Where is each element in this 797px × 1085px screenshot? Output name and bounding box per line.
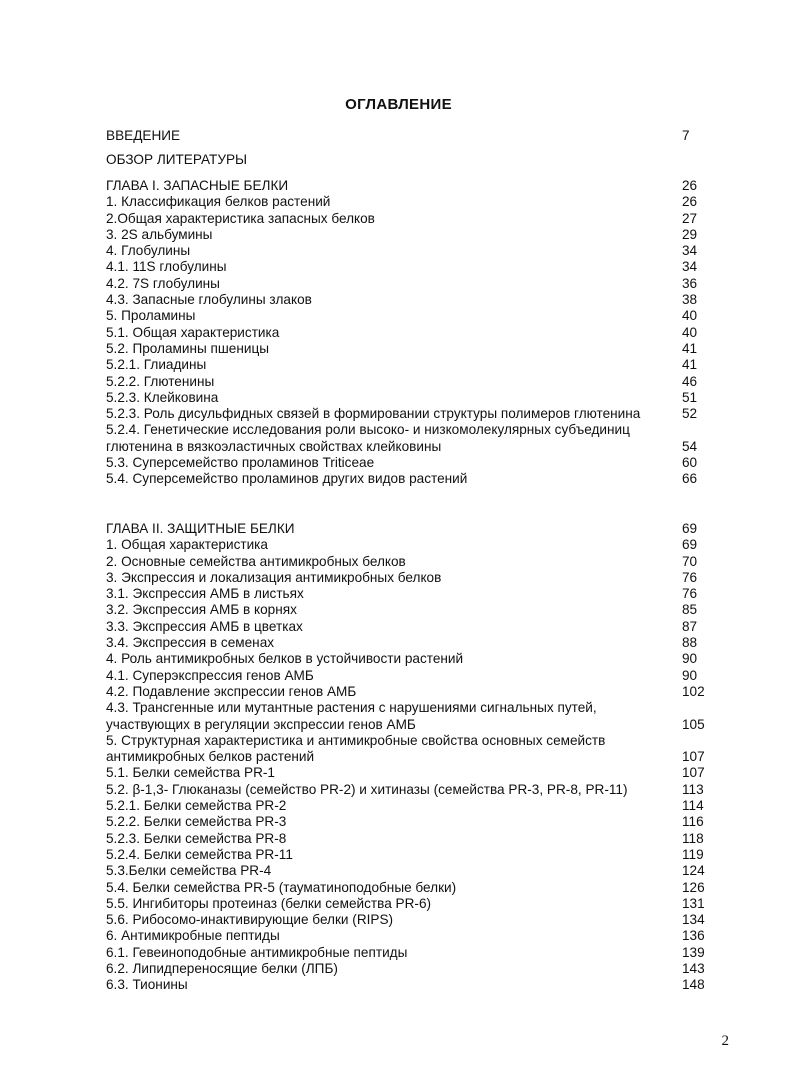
toc-entry-title: ГЛАВА II. ЗАЩИТНЫЕ БЕЛКИ [106,521,295,536]
toc-entry-page: 114 [682,798,704,814]
toc-entry-title: 6.2. Липидпереносящие белки (ЛПБ) [106,961,338,977]
toc-entry-page: 36 [682,275,698,291]
toc-entry-title: 5.4. Суперсемейство проламинов других видов растений [106,471,468,487]
toc-chapter-2 [106,521,710,994]
toc-entry-page: 27 [682,210,698,226]
toc-entry-page: 60 [682,455,698,471]
toc-entry-page: 38 [682,292,698,308]
toc-entry [106,357,710,373]
toc-entry [106,733,710,766]
toc-entry-page: 87 [682,618,698,634]
toc-entry-title: 5.2.1. Глиадины [106,357,207,373]
toc-entry [106,128,710,144]
toc-entry-title: 4.1. Суперэкспрессия генов АМБ [106,667,314,683]
toc-entry-page: 69 [682,537,698,553]
toc-entry [106,521,710,537]
toc-entry-title: 4.2. 7S глобулины [106,275,220,291]
toc-entry [106,570,710,586]
toc-entry-page: 119 [682,846,704,862]
toc-entry-title: 5. Структурная характеристика и антимикробные свойства основных семейств антимикробных белков растений [106,732,606,765]
toc-entry-title: 3.4. Экспрессия в семенах [106,635,275,651]
toc-entry [106,863,710,879]
toc-entry-title: 1. Классификация белков растений [106,194,331,210]
toc-entry-page: 90 [682,651,698,667]
toc-entry-page: 34 [682,243,698,259]
toc-entry [106,651,710,667]
toc-entry-page: 40 [682,308,698,324]
toc-entry [106,194,710,210]
toc-entry [106,374,710,390]
toc-entry-title: 3.2. Экспрессия АМБ в корнях [106,602,297,618]
toc-entry-title: 3. 2S альбумины [106,226,213,242]
toc-entry-title: ОБЗОР ЛИТЕРАТУРЫ [106,152,248,168]
toc-entry-title: 4. Роль антимикробных белков в устойчивости растений [106,651,464,667]
toc-entry-page: 136 [682,928,705,944]
toc-entry-page: 116 [682,814,704,830]
toc-entry-page: 134 [682,912,705,928]
toc-entry-page: 148 [682,977,705,993]
toc-entry [106,880,710,896]
toc-entry-title: 5.5. Ингибиторы протеиназ (белки семейства PR-6) [106,895,432,911]
toc-entry-title: ВВЕДЕНИЕ [106,128,181,143]
toc-entry-title: 5.2.3. Роль дисульфидных связей в формировании структуры полимеров глютенина [106,406,641,422]
toc-entry [106,602,710,618]
toc-entry-title: 5.2.4. Генетические исследования роли высоко- и низкомолекулярных субъединиц глютенина в вязкоэластичных свойствах клейковины [106,422,630,454]
toc-entry [106,227,710,243]
toc-entry-page: 34 [682,259,698,275]
toc-entry-title: 5.2. β-1,3- Глюканазы (семейство PR-2) и хитиназы (семейства PR-3, PR-8, PR-11) [106,781,628,797]
toc-chapter-1 [106,178,710,488]
toc-entry-title: 5.2.1. Белки семейства PR-2 [106,798,287,814]
toc-entry [106,961,710,977]
toc-entry-title: 5.6. Рибосомо-инактивирующие белки (RIPS) [106,912,394,928]
toc-entry-title: 5.2.3. Клейковина [106,389,219,405]
toc-entry-page: 118 [682,830,704,846]
toc-entry [106,276,710,292]
toc-entry [106,341,710,357]
toc-entry [106,455,710,471]
toc-entry [106,178,710,194]
toc-entry-title: 5.4. Белки семейства PR-5 (тауматиноподобные белки) [106,879,457,895]
toc-entry-title: 5.3. Суперсемейство проламинов Triticeae [106,455,375,471]
toc-entry [106,912,710,928]
toc-entry-title: 1. Общая характеристика [106,537,268,553]
toc-entry-page: 51 [682,389,698,405]
toc-entry-title: 6. Антимикробные пептиды [106,928,280,944]
toc-entry-title: 6.1. Гевеиноподобные антимикробные пептиды [106,944,408,960]
toc-entry-page: 107 [682,749,705,765]
page-title: ОГЛАВЛЕНИЕ [345,96,452,113]
toc-entry [106,814,710,830]
toc-entry-title: 3.1. Экспрессия АМБ в листьях [106,586,304,602]
toc-entry [106,619,710,635]
toc-entry [106,782,710,798]
toc-entry-page: 66 [682,471,698,487]
toc-entry-title: 4.1. 11S глобулины [106,259,227,275]
toc-entry-page: 107 [682,765,705,781]
toc-entry-title: 5.3.Белки семейства PR-4 [106,863,272,879]
toc-entry-page: 85 [682,602,698,618]
toc-entry [106,537,710,553]
toc-entry-title: 5.2. Проламины пшеницы [106,340,270,356]
toc-entry [106,406,710,422]
toc-entry-title: 2.Общая характеристика запасных белков [106,210,375,226]
toc-entry [106,471,710,487]
toc-entry-page: 76 [682,586,698,602]
toc-entry [106,977,710,993]
toc-entry-page: 29 [682,226,698,242]
toc-entry-page: 69 [682,521,698,536]
toc-entry [106,765,710,781]
toc-entry-page: 7 [682,128,690,143]
toc-entry [106,554,710,570]
toc-entry [106,152,710,168]
toc-entry-page: 41 [682,357,698,373]
toc-entry [106,390,710,406]
toc-entry-title: 4.2. Подавление экспрессии генов АМБ [106,683,357,699]
toc-entry-page: 40 [682,324,698,340]
toc-entry [106,211,710,227]
toc-entry-page: 26 [682,178,698,193]
toc-entry-title: 3. Экспрессия и локализация антимикробных белков [106,569,442,585]
toc-entry-page: 41 [682,340,698,356]
toc-entry-title: 6.3. Тионины [106,977,188,993]
toc-entry [106,831,710,847]
toc-entry [106,945,710,961]
toc-entry-page: 139 [682,944,705,960]
toc-entry-page: 90 [682,667,698,683]
toc-entry-page: 126 [682,879,705,895]
toc-entry-page: 52 [682,406,698,422]
toc-entry [106,635,710,651]
toc-entry-title: 5.1. Общая характеристика [106,324,280,340]
toc-entry-title: 5.2.3. Белки семейства PR-8 [106,830,287,846]
toc-entry [106,325,710,341]
toc-entry [106,684,710,700]
toc-entry [106,586,710,602]
toc-intro [106,128,710,169]
toc-entry-title: 5.2.2. Белки семейства PR-3 [106,814,287,830]
toc-entry [106,700,710,733]
toc-entry-title: 4.3. Запасные глобулины злаков [106,292,312,308]
toc-entry-title: 5.2.2. Глютенины [106,373,215,389]
toc-entry [106,259,710,275]
toc-entry-page: 70 [682,553,698,569]
toc-entry-page: 54 [682,438,698,454]
toc-entry-page: 143 [682,961,705,977]
toc-entry [106,847,710,863]
toc-entry-page: 131 [682,895,705,911]
toc-entry [106,243,710,259]
toc-entry-page: 46 [682,373,698,389]
toc-entry-page: 26 [682,194,698,210]
toc-entry [106,668,710,684]
toc-entry [106,896,710,912]
toc-entry-title: 4. Глобулины [106,243,191,259]
toc-entry-page: 105 [682,716,705,732]
toc-entry [106,422,710,455]
toc-entry-title: ГЛАВА I. ЗАПАСНЫЕ БЕЛКИ [106,178,289,193]
toc-entry-title: 4.3. Трансгенные или мутантные растения с нарушениями сигнальных путей, участвующих в регуляции экспрессии генов АМБ [106,700,597,732]
toc-entry-page: 124 [682,863,705,879]
toc-entry-page: 88 [682,635,698,651]
toc-entry-title: 3.3. Экспрессия АМБ в цветках [106,618,303,634]
toc-entry-title: 5. Проламины [106,308,196,324]
page-number: 2 [721,1033,729,1049]
toc-entry-title: 2. Основные семейства антимикробных белков [106,553,406,569]
toc-entry-page: 76 [682,569,698,585]
toc-entry-title: 5.2.4. Белки семейства PR-11 [106,846,293,862]
toc-entry [106,308,710,324]
toc-entry-page: 113 [682,781,704,797]
toc-entry [106,798,710,814]
toc-entry [106,292,710,308]
toc-entry-page: 102 [682,683,705,699]
toc-entry-title: 5.1. Белки семейства PR-1 [106,765,275,781]
toc-entry [106,928,710,944]
